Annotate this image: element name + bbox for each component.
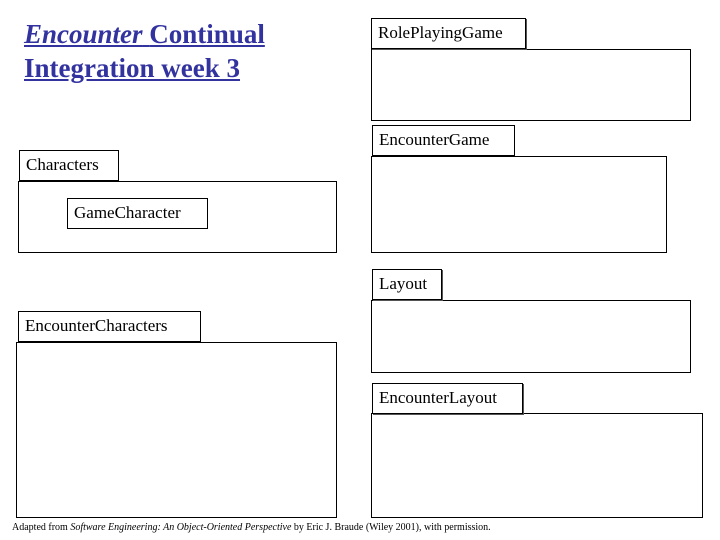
credit-line [12, 522, 491, 533]
characters-label: Characters [26, 155, 99, 174]
layout-package-body [371, 300, 691, 373]
layout-label: Layout [379, 274, 428, 293]
title-italic: Encounter [24, 19, 143, 49]
title-line2: Integration week 3 [24, 53, 240, 83]
encounter-layout-label: EncounterLayout [379, 388, 498, 407]
encounter-layout-package-body [371, 413, 703, 518]
role-playing-game-package-tab [371, 18, 526, 49]
title-rest-line1: Continual [149, 19, 265, 49]
credit-suffix: by Eric J. Braude (Wiley 2001), with permission. [291, 522, 491, 533]
encounter-game-label: EncounterGame [379, 130, 490, 149]
credit-book-title: Software Engineering: An Object-Oriented Perspective [70, 522, 292, 533]
layout-package-tab [372, 269, 442, 300]
role-playing-game-package-body [371, 49, 691, 121]
credit-prefix: Adapted from [12, 522, 71, 533]
encounter-characters-package-tab [18, 311, 201, 342]
encounter-characters-package-body [16, 342, 337, 518]
encounter-game-package-tab [372, 125, 515, 156]
game-character-label: GameCharacter [74, 203, 181, 222]
page-title [24, 17, 324, 85]
characters-package-tab [19, 150, 119, 181]
encounter-characters-label: EncounterCharacters [25, 316, 168, 335]
encounter-game-package-body [371, 156, 667, 253]
role-playing-game-label: RolePlayingGame [378, 23, 503, 42]
game-character-package-tab [67, 198, 208, 229]
encounter-layout-package-tab [372, 383, 523, 414]
